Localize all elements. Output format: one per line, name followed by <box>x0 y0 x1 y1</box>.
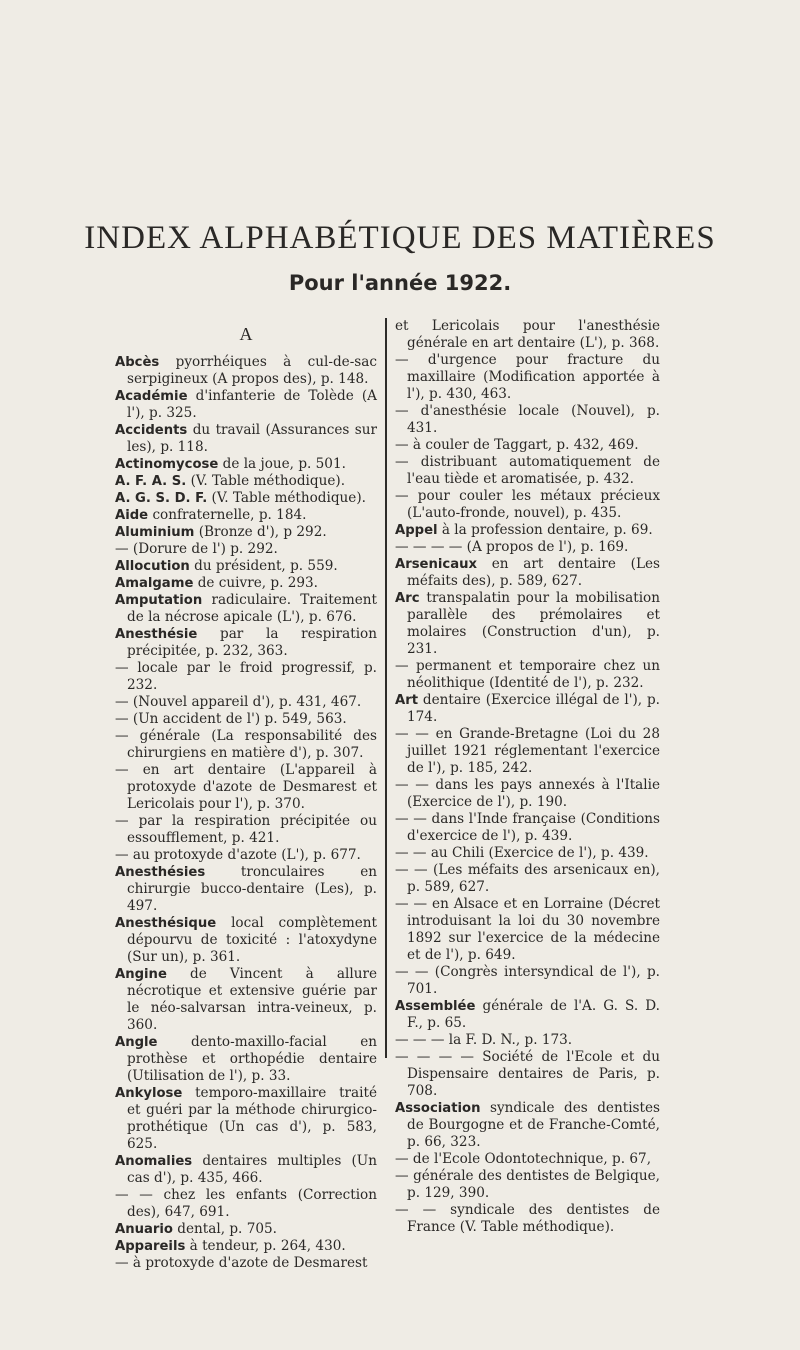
index-entry <box>395 845 660 862</box>
index-entry <box>395 1049 660 1100</box>
entry-text: — — au Chili (Exercice de l'), p. 439. <box>395 845 649 861</box>
entry-text: — — dans les pays annexés à l'Italie (Exercice de l'), p. 190. <box>395 777 660 810</box>
entry-text: tronculaires en chirurgie bucco-dentaire (Les), p. 497. <box>127 864 377 914</box>
index-entry <box>115 660 377 694</box>
entry-text: de cuivre, p. 293. <box>193 575 318 591</box>
entry-text: (V. Table méthodique). <box>186 473 346 489</box>
index-entry <box>115 456 377 473</box>
index-entry <box>395 777 660 811</box>
entry-text: dental, p. 705. <box>172 1221 277 1237</box>
index-entry <box>395 488 660 522</box>
index-entry <box>115 575 377 592</box>
entry-text: — — — la F. D. N., p. 173. <box>395 1032 573 1048</box>
entry-text: — (Un accident de l') p. 549, 563. <box>115 711 347 727</box>
index-entry <box>395 454 660 488</box>
page-title: INDEX ALPHABÉTIQUE DES MATIÈRES <box>84 220 716 256</box>
index-entry <box>395 318 660 352</box>
index-entry <box>115 915 377 966</box>
entry-heading: Anomalies <box>115 1154 193 1169</box>
entry-text: — (Dorure de l') p. 292. <box>115 541 278 557</box>
section-letter: A <box>239 324 253 344</box>
entry-heading: Amputation <box>115 593 203 608</box>
entry-text: transpalatin pour la mobilisation parallèle des prémolaires et molaires (Construction d'un), p. 231. <box>407 590 660 657</box>
index-entry <box>115 592 377 626</box>
index-entry <box>395 403 660 437</box>
index-entry <box>115 1187 377 1221</box>
index-entry <box>395 658 660 692</box>
entry-text: du travail (Assurances sur les), p. 118. <box>127 422 377 455</box>
index-entry <box>115 541 377 558</box>
entry-heading: Aluminium <box>115 525 195 540</box>
index-entry <box>115 966 377 1034</box>
index-entry <box>115 388 377 422</box>
entry-text: d'infanterie de Tolède (A l'), p. 325. <box>127 388 377 421</box>
entry-text: temporo-maxillaire traité et guéri par la méthode chirurgico-prothétique (Un cas d'), p. 583, 625. <box>127 1085 377 1152</box>
entry-heading: Anesthésies <box>115 865 206 880</box>
entry-heading: Aide <box>115 508 149 523</box>
entry-text: par la respiration précipitée, p. 232, 363. <box>127 626 377 659</box>
entry-heading: A. F. A. S. <box>115 474 187 489</box>
entry-text: — par la respiration précipitée ou essoufflement, p. 421. <box>115 813 377 846</box>
entry-text: — (Nouvel appareil d'), p. 431, 467. <box>115 694 362 710</box>
entry-text: local complètement dépourvu de toxicité : l'atoxydyne (Sur un), p. 361. <box>127 915 377 965</box>
entry-text: — d'anesthésie locale (Nouvel), p. 431. <box>395 403 660 436</box>
entry-text: — d'urgence pour fracture du maxillaire (Modification apportée à l'), p. 430, 463. <box>395 352 660 402</box>
entry-heading: Abcès <box>115 355 160 370</box>
entry-text: — — dans l'Inde française (Conditions d'exercice de l'), p. 439. <box>395 811 660 844</box>
index-entry <box>115 711 377 728</box>
entry-text: — — — — Société de l'Ecole et du Dispensaire dentaires de Paris, p. 708. <box>395 1049 660 1099</box>
right-entry-list <box>395 318 660 1236</box>
entry-text: pyorrhéiques à cul-de-sac serpigineux (A propos des), p. 148. <box>127 354 377 387</box>
left-column <box>115 318 377 1272</box>
entry-text: syndicale des dentistes de Bourgogne et de Franche-Comté, p. 66, 323. <box>407 1100 660 1150</box>
entry-text: — — syndicale des dentistes de France (V. Table méthodique). <box>395 1202 660 1235</box>
entry-text: — au protoxyde d'azote (L'), p. 677. <box>115 847 361 863</box>
index-entry <box>395 590 660 658</box>
index-entry <box>115 354 377 388</box>
entry-text: générale de l'A. G. S. D. F., p. 65. <box>407 998 660 1031</box>
entry-text: — — (Les méfaits des arsenicaux en), p. 589, 627. <box>395 862 660 895</box>
entry-heading: Anesthésie <box>115 627 198 642</box>
entry-text: à tendeur, p. 264, 430. <box>185 1238 346 1254</box>
index-entry <box>395 964 660 998</box>
entry-heading: Académie <box>115 389 188 404</box>
entry-text: radiculaire. Traitement de la nécrose apicale (L'), p. 676. <box>127 592 377 625</box>
entry-text: — générale des dentistes de Belgique, p. 129, 390. <box>395 1168 660 1201</box>
entry-text: — distribuant automatiquement de l'eau tiède et aromatisée, p. 432. <box>395 454 660 487</box>
entry-text: dentaires multiples (Un cas d'), p. 435, 466. <box>127 1153 377 1186</box>
index-entry <box>395 726 660 777</box>
index-entry <box>115 558 377 575</box>
index-entry <box>395 1202 660 1236</box>
entry-text: — — (Congrès intersyndical de l'), p. 701. <box>395 964 660 997</box>
entry-text: — — chez les enfants (Correction des), 647, 691. <box>115 1187 377 1220</box>
index-entry <box>115 813 377 847</box>
index-entry <box>115 728 377 762</box>
entry-text: — à couler de Taggart, p. 432, 469. <box>395 437 639 453</box>
index-entry <box>115 1221 377 1238</box>
index-entry <box>395 1100 660 1151</box>
entry-text: dento-maxillo-facial en prothèse et orthopédie dentaire (Utilisation de l'), p. 33. <box>127 1034 377 1084</box>
entry-heading: Appel <box>395 523 438 538</box>
entry-heading: Ankylose <box>115 1086 183 1101</box>
entry-text: dentaire (Exercice illégal de l'), p. 174. <box>407 692 660 725</box>
entry-text: — — — — (A propos de l'), p. 169. <box>395 539 629 555</box>
index-entry <box>115 1255 377 1272</box>
index-entry <box>115 490 377 507</box>
index-entry <box>395 437 660 454</box>
entry-heading: Actinomycose <box>115 457 219 472</box>
entry-text: et Lericolais pour l'anesthésie générale en art dentaire (L'), p. 368. <box>395 318 660 351</box>
index-entry <box>115 626 377 660</box>
entry-text: (V. Table méthodique). <box>207 490 366 506</box>
entry-heading: A. G. S. D. F. <box>115 491 208 506</box>
entry-heading: Arc <box>395 591 420 606</box>
index-entry <box>395 352 660 403</box>
index-entry <box>395 1168 660 1202</box>
column-divider <box>385 318 387 1058</box>
entry-text: à la profession dentaire, p. 69. <box>437 522 653 538</box>
index-entry <box>395 896 660 964</box>
index-entry <box>395 862 660 896</box>
entry-heading: Appareils <box>115 1239 186 1254</box>
entry-text: — en art dentaire (L'appareil à protoxyde d'azote de Desmarest et Lericolais pour l'), p. 370. <box>115 762 377 812</box>
entry-heading: Allocution <box>115 559 190 574</box>
entry-text: — — en Alsace et en Lorraine (Décret introduisant la loi du 30 novembre 1892 sur l'exercice de la médecine et de l'), p. 649. <box>395 896 660 963</box>
index-entry <box>115 762 377 813</box>
index-entry <box>395 998 660 1032</box>
index-entry <box>115 864 377 915</box>
entry-heading: Accidents <box>115 423 188 438</box>
entry-heading: Association <box>395 1101 481 1116</box>
entry-text: — générale (La responsabilité des chirurgiens en matière d'), p. 307. <box>115 728 377 761</box>
index-entry <box>115 473 377 490</box>
entry-heading: Angle <box>115 1035 158 1050</box>
entry-text: — à protoxyde d'azote de Desmarest <box>115 1255 368 1271</box>
index-entry <box>115 1085 377 1153</box>
index-entry <box>115 1153 377 1187</box>
entry-text: — permanent et temporaire chez un néolithique (Identité de l'), p. 232. <box>395 658 660 691</box>
index-entry <box>395 811 660 845</box>
entry-text: — de l'Ecole Odontotechnique, p. 67, <box>395 1151 652 1167</box>
entry-heading: Anuario <box>115 1222 173 1237</box>
entry-text: en art dentaire (Les méfaits des), p. 589, 627. <box>407 556 660 589</box>
left-entry-list <box>115 354 377 1272</box>
index-entry <box>115 1238 377 1255</box>
index-entry <box>395 522 660 539</box>
index-entry <box>395 692 660 726</box>
index-entry <box>115 422 377 456</box>
entry-text: — pour couler les métaux précieux (L'auto-fronde, nouvel), p. 435. <box>395 488 660 521</box>
entry-text: — — en Grande-Bretagne (Loi du 28 juillet 1921 réglementant l'exercice de l'), p. 185, 242. <box>395 726 660 776</box>
index-entry <box>395 1151 660 1168</box>
index-entry <box>115 847 377 864</box>
index-entry <box>395 556 660 590</box>
entry-text: confraternelle, p. 184. <box>148 507 307 523</box>
entry-text: du président, p. 559. <box>189 558 338 574</box>
entry-text: — locale par le froid progressif, p. 232. <box>115 660 377 693</box>
entry-heading: Amalgame <box>115 576 194 591</box>
entry-text: de Vincent à allure nécrotique et extensive guérie par le néo-salvarsan intra-veineux, p. 360. <box>127 966 377 1033</box>
entry-heading: Arsenicaux <box>395 557 478 572</box>
entry-text: de la joue, p. 501. <box>218 456 346 472</box>
entry-heading: Anesthésique <box>115 916 217 931</box>
entry-heading: Art <box>395 693 419 708</box>
index-entry <box>395 1032 660 1049</box>
right-column <box>395 318 660 1236</box>
entry-heading: Assemblée <box>395 999 476 1014</box>
index-entry <box>115 694 377 711</box>
index-entry <box>115 507 377 524</box>
entry-heading: Angine <box>115 967 167 982</box>
page-subtitle: Pour l'année 1922. <box>288 271 512 295</box>
index-entry <box>115 1034 377 1085</box>
index-entry <box>115 524 377 541</box>
index-entry <box>395 539 660 556</box>
entry-text: (Bronze d'), p 292. <box>194 524 327 540</box>
